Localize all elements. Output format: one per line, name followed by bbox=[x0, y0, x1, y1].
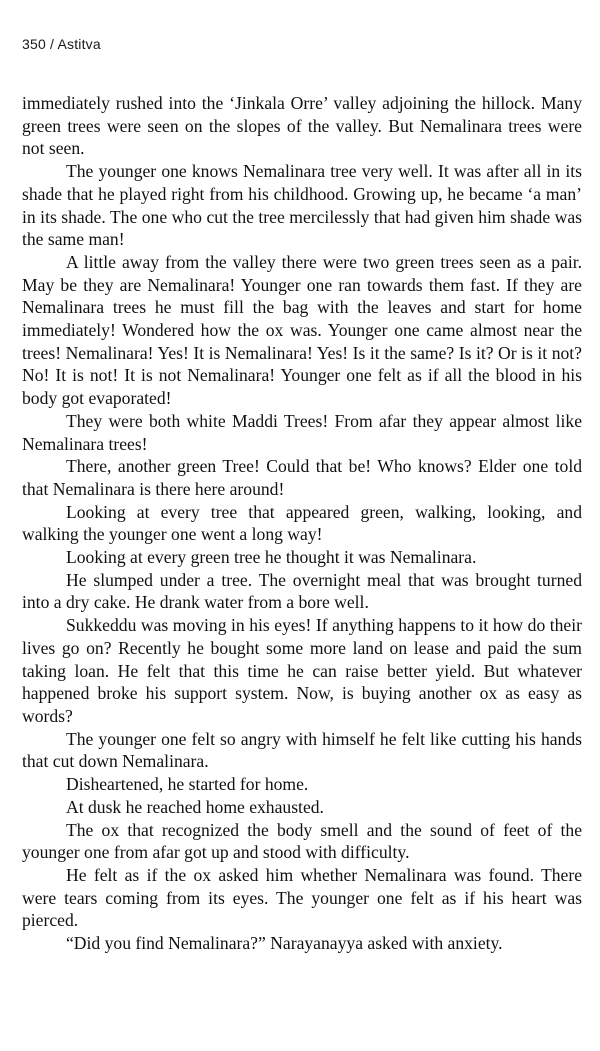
paragraph: Disheartened, he started for home. bbox=[66, 774, 309, 795]
paragraph: He slumped under a tree. The overnight meal that was brought turned into a dry cake. He drank water from a bore well. bbox=[22, 569, 582, 613]
paragraph: “Did you find Nemalinara?” Narayanayya asked with anxiety. bbox=[66, 933, 503, 954]
body-text bbox=[22, 92, 582, 955]
paragraph: He felt as if the ox asked him whether Nemalinara was found. There were tears coming from its eyes. The younger one felt as if his heart was pierced. bbox=[22, 864, 582, 931]
paragraph: At dusk he reached home exhausted. bbox=[66, 796, 324, 817]
paragraph: Looking at every green tree he thought it was Nemalinara. bbox=[66, 547, 477, 568]
paragraph: The younger one felt so angry with himself he felt like cutting his hands that cut down Nemalinara. bbox=[22, 728, 582, 772]
running-header: 350 / Astitva bbox=[22, 36, 101, 52]
paragraph: Sukkeddu was moving in his eyes! If anything happens to it how do their lives go on? Recently he bought some more land on lease and paid the sum taking loan. He felt that this time he can raise better yield. But whatever happened broke his support system. Now, is buying another ox as easy as words? bbox=[22, 615, 582, 726]
paragraph: The ox that recognized the body smell and the sound of feet of the younger one from afar got up and stood with difficulty. bbox=[22, 819, 582, 863]
paragraph: immediately rushed into the ‘Jinkala Orre’ valley adjoining the hillock. Many green trees were seen on the slopes of the valley. But Nemalinara trees were not seen. bbox=[22, 93, 582, 159]
paragraph: A little away from the valley there were two green trees seen as a pair. May be they are Nemalinara! Younger one ran towards them fast. If they are Nemalinara trees he must fill the bag with the leaves and start for home immediately! Wondered how the ox was. Younger one came almost near the trees! Nemalinara! Yes! It is Nemalinara! Yes! Is it the same? Is it? Or is it not? No! It is not! It is not Nemalinara! Younger one felt as if all the blood in his body got evaporated! bbox=[22, 251, 582, 409]
paragraph: Looking at every tree that appeared green, walking, looking, and walking the younger one went a long way! bbox=[22, 501, 582, 545]
paragraph: They were both white Maddi Trees! From afar they appear almost like Nemalinara trees! bbox=[22, 410, 582, 454]
paragraph: The younger one knows Nemalinara tree very well. It was after all in its shade that he played right from his childhood. Growing up, he became ‘a man’ in its shade. The one who cut the tree mercilessly that had given him shade was the same man! bbox=[22, 161, 582, 250]
paragraph: There, another green Tree! Could that be! Who knows? Elder one told that Nemalinara is there here around! bbox=[22, 456, 582, 499]
